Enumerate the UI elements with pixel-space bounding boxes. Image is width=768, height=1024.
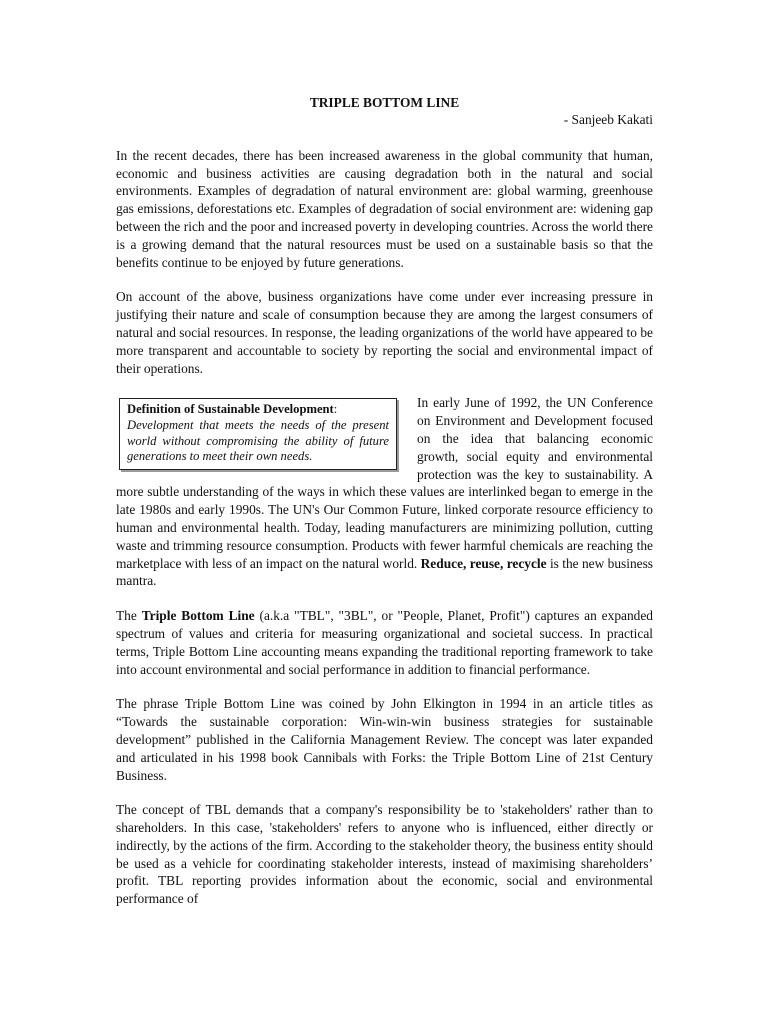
definition-colon: : [333, 402, 338, 417]
definition-heading: Definition of Sustainable Development [127, 402, 334, 417]
paragraph-tbl-rest: (a.k.a "TBL", "3BL", or "People, Planet, Profit") captures an expanded spectrum of values and criteria for measuring organizational and societal success. In practical terms, Triple Bottom Line accounting means expanding the traditional reporting framework to take into account environmental and social performance in addition to financial performance. [116, 608, 653, 677]
paragraph-tbl-start: The [116, 608, 142, 624]
paragraph-stakeholders: The concept of TBL demands that a company's responsibility be to 'stakeholders' rather than to shareholders. In this case, 'stakeholders' refers to anyone who is influenced, either directly or indirectly, by the actions of the firm. According to the stakeholder theory, the business entity should be used as a vehicle for coordinating stakeholder interests, instead of maximising shareholders’ profit. TBL reporting provides information about the economic, social and environmental performance of [116, 802, 653, 907]
definition-body: Development that meets the needs of the present world without compromising the ability of future generations to meet their own needs. [127, 417, 389, 464]
paragraph-un-conference [116, 394, 653, 590]
document-author: - Sanjeeb Kakati [563, 112, 653, 127]
paragraph-elkington: The phrase Triple Bottom Line was coined by John Elkington in 1994 in an article titles as “Towards the sustainable corporation: Win-win-win business strategies for sustainable development” published in the California Management Review. The concept was later expanded and articulated in his 1998 book Cannibals with Forks: the Triple Bottom Line of 21st Century Business. [116, 696, 653, 783]
triple-bottom-line-term: Triple Bottom Line [141, 608, 255, 624]
paragraph-intro: In the recent decades, there has been increased awareness in the global community that human, economic and business activities are causing degradation both in the natural and social environments. Examples of degradation of natural environment are: global warming, greenhouse gas emissions, deforestations etc. Examples of degradation of social environment are: widening gap between the rich and the poor and increased poverty in developing countries. Across the world there is a growing demand that the natural resources must be used on a sustainable basis so that the benefits continue to be enjoyed by future generations. [116, 147, 653, 270]
definition-box [119, 398, 397, 469]
paragraph-un-conference-end: is the new business mantra. [116, 555, 654, 589]
reduce-reuse-recycle-phrase: Reduce, reuse, recycle [420, 555, 547, 571]
paragraph-pressure: On account of the above, business organizations have come under ever increasing pressure in justifying their nature and scale of consumption because they are among the largest consumers of natural and social resources. In response, the leading organizations of the world have appeared to be more transparent and accountable to society by reporting the social and environmental impact of their operations. [116, 289, 653, 376]
document-page [116, 94, 653, 925]
paragraph-un-conference-text: In early June of 1992, the UN Conference on Environment and Development focused on the idea that balancing economic growth, social equity and environmental protection was the key to sustainability. A more subtle understanding of the ways in which these values are interlinked began to emerge in the late 1980s and early 1990s. The UN's Our Common Future, linked corporate resource efficiency to human and environmental health. Today, leading manufacturers are minimizing pollution, cutting waste and trimming resource consumption. Products with fewer harmful chemicals are reaching the marketplace with less of an impact on the natural world. [116, 395, 653, 571]
paragraph-tbl-definition [116, 607, 653, 678]
document-title: TRIPLE BOTTOM LINE [309, 95, 460, 110]
